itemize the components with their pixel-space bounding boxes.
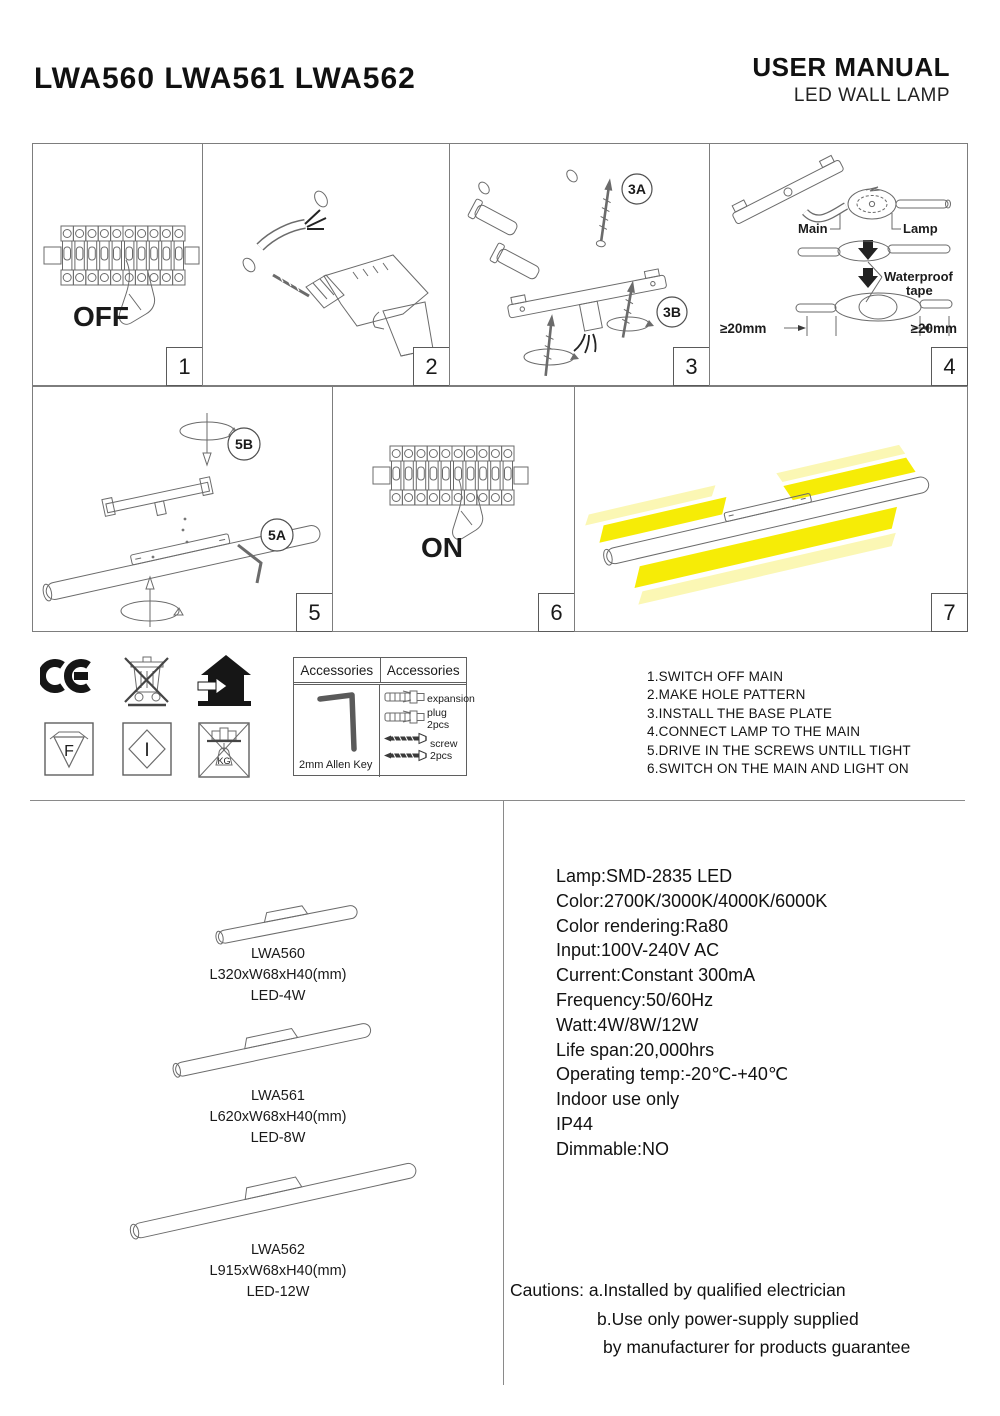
cautions-block [510, 1276, 910, 1362]
spec-line: Lamp:SMD-2835 LED [556, 866, 733, 886]
spec-line: Input:100V-240V AC [556, 940, 720, 961]
lwa562-drawing [120, 1145, 430, 1255]
indoor-use-only-icon [196, 652, 254, 709]
step-number-2: 2 [413, 347, 450, 386]
instruction-step: 2.MAKE HOLE PATTERN [647, 687, 806, 703]
dim-left-label: ≥20mm [720, 321, 767, 336]
step-number-1: 1 [166, 347, 203, 386]
lwa561-drawing [165, 1005, 380, 1090]
product-power: LED-4W [250, 988, 306, 1004]
instruction-step: 3.INSTALL THE BASE PLATE [647, 705, 833, 721]
column-divider [503, 800, 504, 1385]
kg-label: KG [217, 756, 231, 766]
product-size: L620xW68xH40(mm) [209, 1109, 347, 1125]
instruction-step: 4.CONNECT LAMP TO THE MAIN [647, 724, 861, 740]
product-size: L915xW68xH40(mm) [209, 1263, 347, 1279]
step-panel-7 [574, 386, 968, 632]
manual-subtitle: LED WALL LAMP [793, 85, 950, 106]
tag-3b: 3B [663, 304, 681, 320]
step-number-6: 6 [538, 593, 575, 632]
allen-key-label: 2mm Allen Key [299, 759, 373, 771]
step-panel-2 [202, 143, 450, 386]
class-i-diamond-symbol-icon [122, 722, 172, 776]
step-panel-1 [32, 143, 203, 386]
plug-label-1: expansion [427, 693, 475, 705]
step-panel-6 [332, 386, 575, 632]
off-label: OFF [73, 301, 129, 332]
expansion-plug-icon [383, 689, 427, 704]
product-caption-lwa561 [170, 1086, 386, 1149]
screw-icon [383, 732, 429, 745]
accessories-table-header [294, 658, 466, 685]
lamp-label: Lamp [903, 221, 938, 236]
tag-3a: 3A [628, 181, 646, 197]
product-power: LED-12W [246, 1284, 310, 1300]
dim-right-label: ≥20mm [910, 321, 957, 336]
manual-header [752, 52, 950, 107]
accessories-header-left: Accessories [294, 658, 381, 682]
tag-5a: 5A [268, 527, 286, 543]
product-caption-lwa562 [170, 1240, 386, 1303]
instruction-list [647, 668, 911, 778]
accessories-header-right: Accessories [386, 662, 460, 678]
accessories-table [293, 657, 475, 776]
instruction-step: 6.SWITCH ON THE MAIN AND LIGHT ON [647, 761, 909, 777]
wiring-drawing [710, 144, 967, 385]
plugs-screws-cell [380, 685, 475, 777]
step-number-3: 3 [673, 347, 710, 386]
section-divider [30, 800, 965, 801]
arrow-down-icon [858, 268, 878, 288]
arrow-down-icon [858, 240, 878, 260]
allen-key-icon [308, 687, 368, 755]
product-model: LWA560 [251, 946, 305, 962]
screw-label: screw 2pcs [430, 738, 458, 762]
page-title: LWA560 LWA561 LWA562 [34, 62, 416, 95]
lamp-lit-drawing [575, 387, 967, 631]
waterproof-label-1: Waterproof [884, 269, 953, 284]
lamp-mounting-drawing [33, 387, 332, 631]
tag-5b: 5B [235, 436, 253, 452]
waterproof-label-2: tape [906, 283, 933, 298]
on-label: ON [421, 532, 463, 563]
product-size: L320xW68xH40(mm) [209, 967, 347, 983]
caution-line [510, 1276, 910, 1305]
instruction-step: 5.DRIVE IN THE SCREWS UNTILL TIGHT [647, 742, 911, 758]
no-load-crossed-symbol-icon [198, 722, 250, 778]
step-number-4: 4 [931, 347, 968, 386]
f-triangle-symbol-icon [44, 722, 94, 776]
product-model: LWA562 [251, 1242, 305, 1258]
spec-line: Frequency:50/60Hz [556, 989, 714, 1010]
base-plate-drawing [450, 144, 709, 385]
spec-line: Life span:20,000hrs [556, 1039, 715, 1060]
f-letter: F [64, 743, 74, 760]
caution-text-b: b.Use only power-supply supplied [597, 1308, 859, 1329]
allen-key-cell [294, 685, 380, 777]
spec-line: Operating temp:-20℃-+40℃ [556, 1064, 789, 1085]
weee-crossed-bin-icon [118, 645, 176, 709]
manual-title: USER MANUAL [752, 52, 950, 82]
cautions-label: Cautions: [510, 1280, 584, 1300]
expansion-plug-icon [383, 709, 427, 724]
caution-text-a: a.Installed by qualified electrician [588, 1280, 846, 1300]
product-model: LWA561 [251, 1088, 305, 1104]
i-letter: I [144, 740, 150, 761]
step-number-7: 7 [931, 593, 968, 632]
spec-line: Color:2700K/3000K/4000K/6000K [556, 890, 828, 911]
main-label: Main [798, 221, 828, 236]
instruction-step: 1.SWITCH OFF MAIN [647, 669, 784, 684]
spec-line: Current:Constant 300mA [556, 965, 756, 986]
step-number-5: 5 [296, 593, 333, 632]
spec-line: IP44 [556, 1113, 594, 1134]
spec-line: Dimmable:NO [556, 1138, 670, 1159]
spec-line: Color rendering:Ra80 [556, 915, 729, 936]
product-power: LED-8W [250, 1130, 306, 1146]
caution-text-c: by manufacturer for products guarantee [603, 1337, 911, 1357]
plug-label-2: plug 2pcs [427, 707, 450, 731]
step-panel-5 [32, 386, 333, 632]
product-caption-lwa560 [170, 944, 386, 1007]
spec-line: Indoor use only [556, 1089, 680, 1110]
spec-line: Watt:4W/8W/12W [556, 1014, 699, 1035]
ce-mark-icon [40, 656, 96, 700]
screw-icon [383, 749, 429, 762]
step-panel-3 [449, 143, 710, 386]
step-panel-4 [709, 143, 968, 386]
spec-list [556, 864, 827, 1162]
